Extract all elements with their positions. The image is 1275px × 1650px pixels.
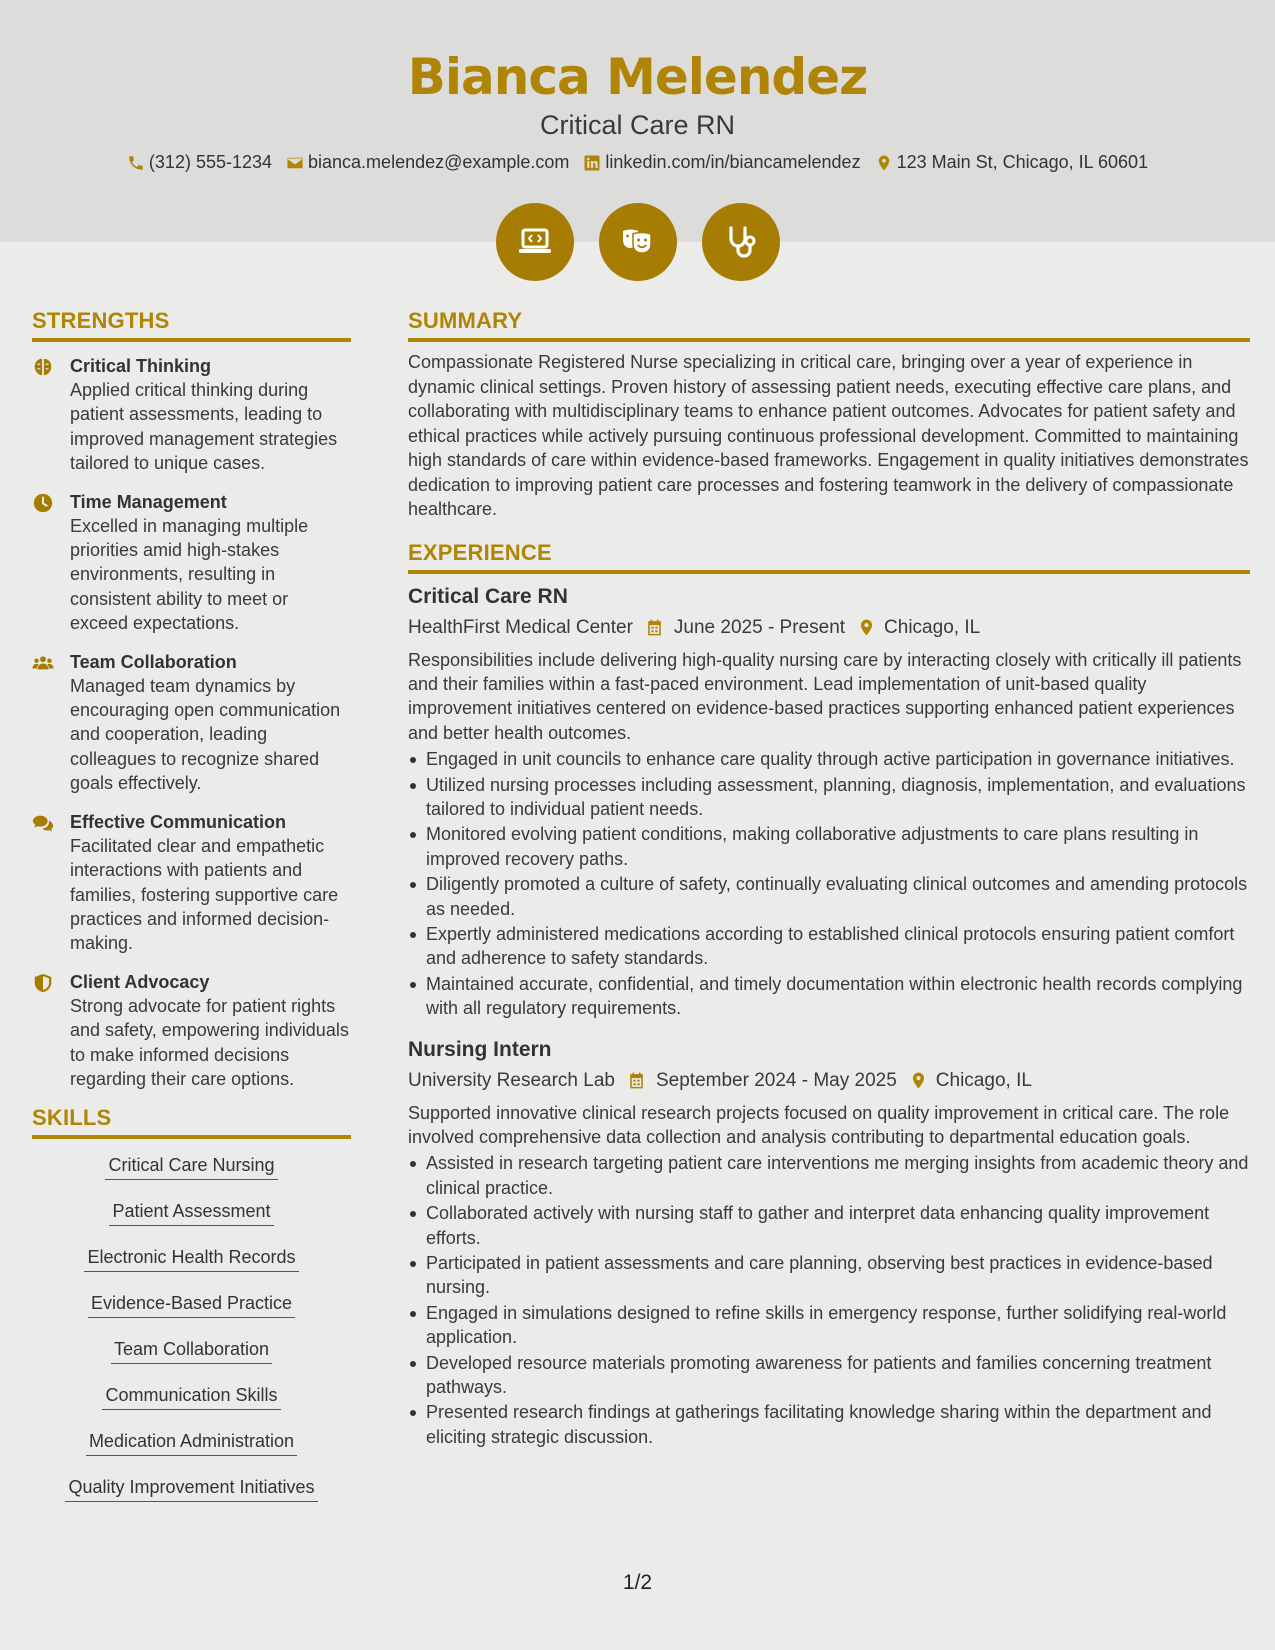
contact-linkedin-text: linkedin.com/in/biancamelendez (605, 152, 861, 172)
strength-text: Facilitated clear and empathetic interactions with patients and families, fostering supportive care practices and informed decision-making. (70, 835, 339, 954)
strengths-heading: STRENGTHS (32, 308, 351, 342)
strength-text: Excelled in managing multiple priorities amid high-stakes environments, resulting in consistent ability to meet or exceed expectations. (70, 515, 309, 634)
experience-heading: EXPERIENCE (408, 540, 1250, 574)
candidate-title: Critical Care RN (539, 110, 736, 140)
map-pin-icon (909, 1071, 928, 1090)
job-entry (408, 1035, 1250, 1450)
right-column (408, 308, 1250, 1450)
list-item: Engaged in simulations designed to refine skills in emergency response, further solidifying real-world application. (408, 1301, 1250, 1350)
job-bullets (408, 747, 1250, 1020)
list-item: Maintained accurate, confidential, and timely documentation within electronic health records complying with all regulatory requirements. (408, 972, 1250, 1021)
list-item: Utilized nursing processes including assessment, planning, diagnosis, implementation, and evaluations tailored to individual patient needs. (408, 773, 1250, 822)
skill-item: Patient Assessment (109, 1199, 273, 1226)
badge-masks (599, 203, 677, 281)
header-badges (0, 203, 1275, 281)
job-bullets (408, 1151, 1250, 1449)
skills-list (32, 1153, 351, 1521)
contact-phone-text: (312) 555-1234 (148, 152, 273, 172)
job-dates: June 2025 - Present (673, 616, 846, 638)
contact-bar (0, 152, 1275, 173)
list-item: Participated in patient assessments and care planning, observing best practices in evidence-based nursing. (408, 1251, 1250, 1300)
contact-phone[interactable] (127, 152, 272, 173)
strength-text: Strong advocate for patient rights and safety, empowering individuals to make informed decisions regarding their care options. (70, 995, 349, 1089)
summary-heading: SUMMARY (408, 308, 1250, 342)
skill-item: Quality Improvement Initiatives (65, 1475, 317, 1502)
summary-text: Compassionate Registered Nurse specializing in critical care, bringing over a year of experience in dynamic clinical settings. Proven history of assessing patient needs, executing effective care plans, and collaborating with multidisciplinary teams to enhance patient outcomes. Advocates for patient safety and ethical practices while actively pursuing continuous professional development. Committed to maintaining high standards of care within evidence-based frameworks. Engagement in quality initiatives demonstrates dedication to improving patient care processes and fostering teamwork in the delivery of compassionate healthcare. (408, 352, 1249, 519)
strength-title: Effective Communication (70, 811, 287, 832)
users-icon (32, 652, 54, 674)
job-location: Chicago, IL (935, 1069, 1032, 1091)
job-company: HealthFirst Medical Center (408, 616, 633, 638)
list-item: Diligently promoted a culture of safety, continually evaluating clinical outcomes and amending protocols as needed. (408, 872, 1250, 921)
stethoscope-icon (721, 222, 761, 262)
skill-item: Electronic Health Records (84, 1245, 298, 1272)
strength-title: Time Management (70, 491, 227, 512)
job-location: Chicago, IL (884, 616, 981, 638)
strength-item (32, 970, 351, 1092)
strength-title: Critical Thinking (70, 356, 212, 376)
job-description: Responsibilities include delivering high-quality nursing care by interacting closely with critically ill patients and their families within a fast-paced environment. Lead implementation of unit-based quality improvement initiatives centered on evidence-based practices supporting enhanced patient experiences and better health outcomes. (408, 649, 1242, 743)
job-meta (408, 614, 1250, 642)
strength-title: Team Collaboration (70, 651, 237, 672)
strength-text: Managed team dynamics by encouraging open communication and cooperation, leading colleagues to recognize shared goals effectively. (70, 675, 341, 794)
badge-laptop (496, 203, 574, 281)
contact-email[interactable] (286, 152, 569, 173)
skills-heading: SKILLS (32, 1105, 351, 1139)
laptop-code-icon (515, 222, 555, 262)
list-item: Collaborated actively with nursing staff to gather and interpret data enhancing quality improvement efforts. (408, 1201, 1250, 1250)
comments-icon (32, 812, 54, 834)
contact-address-text: 123 Main St, Chicago, IL 60601 (896, 152, 1149, 172)
skill-item: Evidence-Based Practice (88, 1291, 295, 1318)
clock-icon (32, 492, 54, 514)
list-item: Engaged in unit councils to enhance care quality through active participation in governance initiatives. (408, 747, 1250, 771)
strength-title: Client Advocacy (70, 971, 210, 992)
calendar-icon (627, 1071, 646, 1090)
map-pin-icon (875, 154, 893, 172)
left-column (32, 308, 351, 1521)
badge-stethoscope (702, 203, 780, 281)
linkedin-icon (583, 154, 601, 172)
theater-masks-icon (618, 222, 658, 262)
phone-icon (127, 154, 145, 172)
page-number: 1/2 (622, 1571, 653, 1594)
skill-item: Critical Care Nursing (105, 1153, 277, 1180)
list-item: Assisted in research targeting patient care interventions me merging insights from academic theory and clinical practice. (408, 1151, 1250, 1200)
contact-address (875, 152, 1149, 173)
job-company: University Research Lab (408, 1069, 615, 1091)
job-role: Nursing Intern (408, 1037, 552, 1061)
strength-item (32, 354, 351, 476)
strengths-list (32, 354, 351, 1091)
list-item: Presented research findings at gatherings facilitating knowledge sharing within the department and eliciting strategic discussion. (408, 1400, 1250, 1449)
shield-icon (32, 972, 54, 994)
strength-item (32, 810, 351, 956)
list-item: Monitored evolving patient conditions, making collaborative adjustments to care plans resulting in improved recovery paths. (408, 822, 1250, 871)
skill-item: Communication Skills (102, 1383, 280, 1410)
strength-item (32, 650, 351, 796)
calendar-icon (645, 618, 664, 637)
map-pin-icon (857, 618, 876, 637)
skill-item: Medication Administration (86, 1429, 297, 1456)
candidate-name: Bianca Melendez (407, 48, 868, 106)
skill-item: Team Collaboration (111, 1337, 272, 1364)
strength-text: Applied critical thinking during patient assessments, leading to improved management strategies tailored to unique cases. (70, 380, 338, 474)
job-role: Critical Care RN (408, 584, 568, 608)
job-dates: September 2024 - May 2025 (655, 1069, 897, 1091)
list-item: Expertly administered medications according to established clinical protocols ensuring patient comfort and adherence to safety standards. (408, 922, 1250, 971)
contact-email-text: bianca.melendez@example.com (308, 152, 570, 172)
contact-linkedin[interactable] (583, 152, 860, 173)
job-meta (408, 1067, 1250, 1095)
brain-icon (32, 356, 54, 378)
job-entry (408, 582, 1250, 1021)
strength-item (32, 490, 351, 636)
list-item: Developed resource materials promoting awareness for patients and families concerning treatment pathways. (408, 1351, 1250, 1400)
envelope-icon (286, 154, 304, 172)
job-description: Supported innovative clinical research projects focused on quality improvement in critical care. The role involved comprehensive data collection and analysis contributing to departmental education goals. (408, 1102, 1230, 1147)
